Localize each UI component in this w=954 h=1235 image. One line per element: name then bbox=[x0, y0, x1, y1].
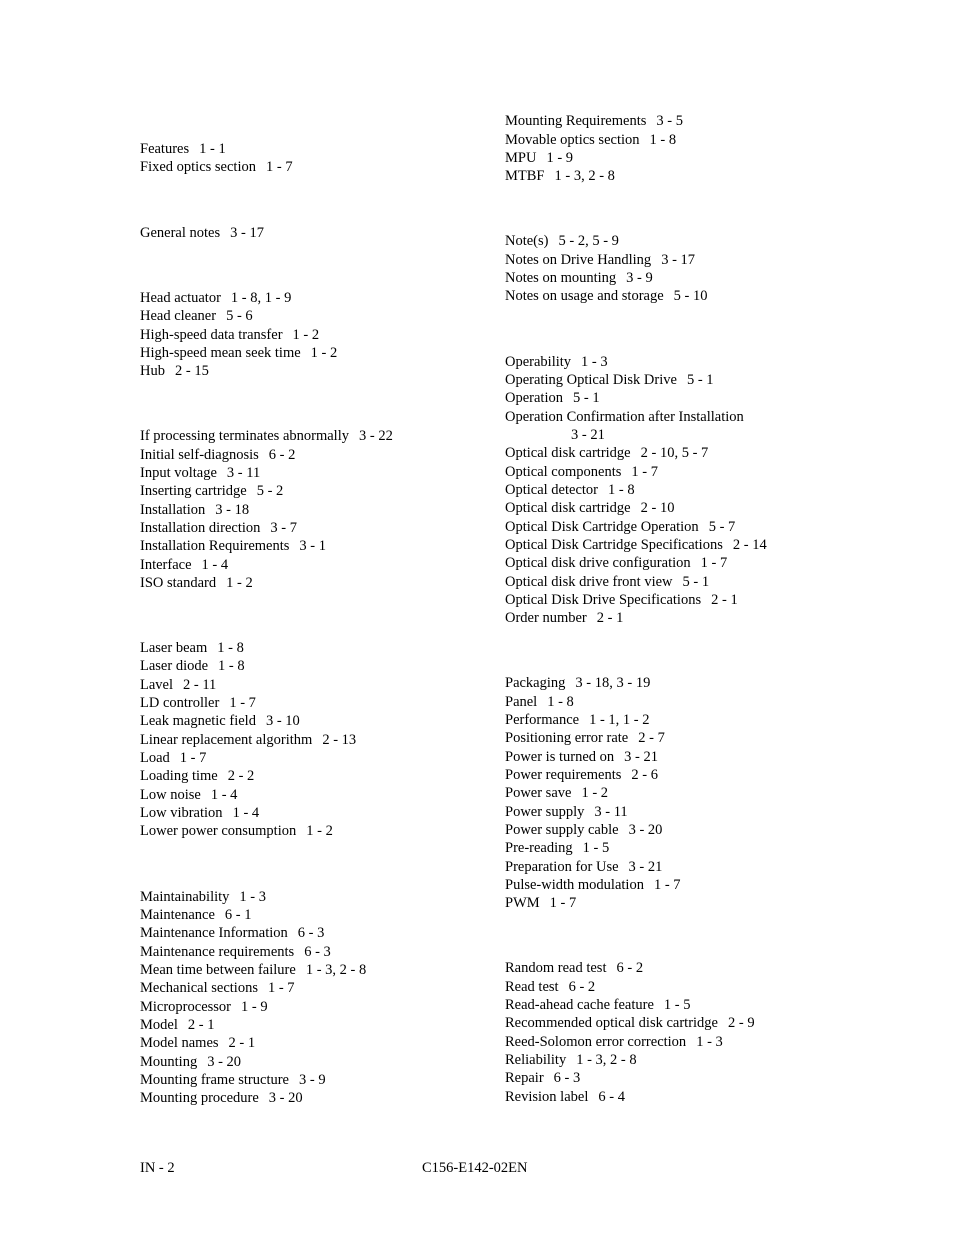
index-term: Mean time between failure bbox=[140, 962, 296, 978]
index-term: Repair bbox=[505, 1070, 544, 1086]
index-page-refs: 1 - 4 bbox=[232, 805, 260, 821]
index-page-refs: 6 - 1 bbox=[224, 907, 252, 923]
index-page-refs: 1 - 5 bbox=[663, 997, 691, 1013]
index-entry bbox=[140, 804, 259, 822]
index-entry bbox=[505, 167, 615, 185]
index-term: Head actuator bbox=[140, 290, 221, 306]
index-term: Operating Optical Disk Drive bbox=[505, 372, 677, 388]
index-term: Mounting Requirements bbox=[505, 113, 647, 129]
index-term: Maintenance requirements bbox=[140, 944, 295, 960]
index-term: Linear replacement algorithm bbox=[140, 732, 313, 748]
index-page-refs: 3 - 20 bbox=[207, 1054, 242, 1070]
index-entry bbox=[505, 858, 662, 876]
index-term: MTBF bbox=[505, 168, 545, 184]
index-page-refs: 5 - 6 bbox=[226, 308, 253, 324]
index-page-refs: 1 - 7 bbox=[631, 464, 658, 480]
index-term: Laser diode bbox=[140, 658, 209, 674]
index-term: Hub bbox=[140, 363, 165, 379]
index-page-refs: 1 - 4 bbox=[201, 557, 229, 573]
index-term: Preparation for Use bbox=[505, 859, 619, 875]
index-page-refs: 3 - 11 bbox=[594, 804, 628, 820]
index-entry bbox=[505, 481, 635, 499]
index-page-refs: 1 - 7 bbox=[266, 159, 293, 175]
index-term: Optical disk cartridge bbox=[505, 445, 631, 461]
index-entry bbox=[140, 822, 333, 840]
index-page-refs: 5 - 2, 5 - 9 bbox=[558, 233, 619, 249]
index-entry bbox=[505, 609, 623, 627]
index-term: Positioning error rate bbox=[505, 730, 629, 746]
index-page-refs: 1 - 7 bbox=[229, 695, 256, 711]
index-entry bbox=[140, 224, 264, 242]
index-page-refs: 1 - 8 bbox=[218, 658, 245, 674]
index-entry bbox=[140, 676, 216, 694]
index-page-refs: 1 - 7 bbox=[549, 895, 577, 911]
index-term: Load bbox=[140, 750, 170, 766]
index-page-refs: 1 - 3, 2 - 8 bbox=[305, 962, 367, 978]
index-entry bbox=[505, 978, 595, 996]
index-page-refs: 3 - 18 bbox=[215, 502, 250, 518]
index-entry bbox=[505, 1051, 637, 1069]
index-page-refs: 2 - 11 bbox=[183, 677, 217, 693]
index-entry bbox=[140, 657, 245, 675]
index-entry bbox=[505, 959, 643, 977]
index-page-refs: 3 - 9 bbox=[626, 270, 653, 286]
index-entry bbox=[505, 251, 695, 269]
index-entry bbox=[505, 389, 600, 407]
index-term: Optical components bbox=[505, 464, 622, 480]
index-term: Installation direction bbox=[140, 520, 261, 536]
index-term: Operation bbox=[505, 390, 563, 406]
index-term: Features bbox=[140, 141, 190, 157]
index-entry bbox=[505, 408, 744, 444]
index-page-refs: 1 - 4 bbox=[210, 787, 238, 803]
index-term: Mechanical sections bbox=[140, 980, 258, 996]
index-entry bbox=[505, 499, 674, 517]
index-page-refs: 6 - 2 bbox=[268, 447, 296, 463]
index-term: Note(s) bbox=[505, 233, 549, 249]
index-term: Mounting frame structure bbox=[140, 1072, 289, 1088]
index-term: Power is turned on bbox=[505, 749, 615, 765]
index-page-refs: 5 - 7 bbox=[708, 519, 736, 535]
index-term: Packaging bbox=[505, 675, 566, 691]
index-term: Input voltage bbox=[140, 465, 217, 481]
index-term: Reed-Solomon error correction bbox=[505, 1034, 687, 1050]
index-page-refs: 2 - 1 bbox=[596, 610, 624, 626]
index-entry bbox=[140, 979, 295, 997]
index-page-refs: 2 - 10 bbox=[640, 500, 675, 516]
index-entry bbox=[505, 729, 665, 747]
index-term: Operation Confirmation after Installation bbox=[505, 409, 744, 425]
index-term: LD controller bbox=[140, 695, 220, 711]
index-term: High-speed mean seek time bbox=[140, 345, 301, 361]
index-term: Notes on Drive Handling bbox=[505, 252, 652, 268]
index-term: General notes bbox=[140, 225, 221, 241]
index-term: Installation bbox=[140, 502, 206, 518]
index-page-refs: 1 - 7 bbox=[700, 555, 728, 571]
index-entry bbox=[505, 112, 683, 130]
index-entry bbox=[140, 464, 260, 482]
index-term: Power requirements bbox=[505, 767, 622, 783]
index-page-refs: 1 - 8 bbox=[217, 640, 244, 656]
index-term: Revision label bbox=[505, 1089, 589, 1105]
index-entry bbox=[140, 574, 253, 592]
index-page-refs: 3 - 9 bbox=[299, 1072, 326, 1088]
index-entry bbox=[505, 444, 708, 462]
index-entry bbox=[140, 482, 283, 500]
index-term: Operability bbox=[505, 354, 572, 370]
index-page-refs: 5 - 1 bbox=[572, 390, 600, 406]
index-term: Installation Requirements bbox=[140, 538, 290, 554]
document-code: C156-E142-02EN bbox=[422, 1160, 528, 1176]
index-entry bbox=[140, 537, 326, 555]
index-term: Leak magnetic field bbox=[140, 713, 256, 729]
index-entry bbox=[140, 326, 319, 344]
index-term: Model names bbox=[140, 1035, 219, 1051]
index-page-refs: 1 - 3 bbox=[581, 354, 608, 370]
index-page-refs: 2 - 9 bbox=[728, 1015, 755, 1031]
index-page-refs: 2 - 1 bbox=[711, 592, 738, 608]
index-term: Inserting cartridge bbox=[140, 483, 247, 499]
index-page-refs: 1 - 3, 2 - 8 bbox=[576, 1052, 637, 1068]
index-page-refs: 3 - 21 bbox=[571, 427, 605, 443]
index-entry bbox=[505, 839, 609, 857]
index-page-refs: 6 - 4 bbox=[598, 1089, 625, 1105]
index-entry bbox=[140, 1053, 241, 1071]
index-term: Lavel bbox=[140, 677, 174, 693]
index-page-refs: 1 - 2 bbox=[226, 575, 253, 591]
index-term: Optical detector bbox=[505, 482, 598, 498]
index-term: Mounting procedure bbox=[140, 1090, 259, 1106]
index-page-refs: 1 - 7 bbox=[267, 980, 295, 996]
index-term: Pulse-width modulation bbox=[505, 877, 644, 893]
index-page-refs: 3 - 21 bbox=[624, 749, 658, 765]
index-entry bbox=[505, 463, 658, 481]
index-term: Fixed optics section bbox=[140, 159, 256, 175]
index-entry bbox=[505, 371, 714, 389]
index-term: Optical disk drive front view bbox=[505, 574, 673, 590]
index-term: Movable optics section bbox=[505, 132, 640, 148]
index-entry bbox=[505, 674, 650, 692]
index-entry bbox=[140, 556, 228, 574]
index-entry bbox=[140, 446, 295, 464]
index-entry bbox=[140, 1071, 326, 1089]
index-term: PWM bbox=[505, 895, 540, 911]
index-term: Read-ahead cache feature bbox=[505, 997, 654, 1013]
index-term: Read test bbox=[505, 979, 559, 995]
index-term: Model bbox=[140, 1017, 178, 1033]
index-page-refs: 2 - 1 bbox=[228, 1035, 256, 1051]
index-term: Random read test bbox=[505, 960, 607, 976]
index-page-refs: 1 - 3 bbox=[239, 889, 266, 905]
index-entry bbox=[140, 943, 331, 961]
index-entry bbox=[140, 924, 324, 942]
index-page-refs: 5 - 10 bbox=[673, 288, 708, 304]
index-entry bbox=[505, 353, 608, 371]
index-page-refs: 1 - 7 bbox=[179, 750, 207, 766]
index-page-refs: 3 - 11 bbox=[226, 465, 261, 481]
index-page-refs: 3 - 5 bbox=[656, 113, 683, 129]
index-page-refs: 3 - 21 bbox=[628, 859, 663, 875]
index-page-refs: 3 - 20 bbox=[628, 822, 663, 838]
index-term: Optical Disk Drive Specifications bbox=[505, 592, 702, 608]
index-entry bbox=[505, 232, 619, 250]
index-page-refs: 3 - 10 bbox=[265, 713, 300, 729]
index-page-refs: 1 - 8 bbox=[547, 694, 574, 710]
index-page-refs: 1 - 2 bbox=[292, 327, 320, 343]
index-page-refs: 1 - 8 bbox=[608, 482, 635, 498]
index-term: If processing terminates abnormally bbox=[140, 428, 349, 444]
index-entry bbox=[505, 803, 628, 821]
index-entry bbox=[505, 748, 658, 766]
index-term: Performance bbox=[505, 712, 580, 728]
index-entry bbox=[505, 784, 608, 802]
index-page-refs: 5 - 1 bbox=[682, 574, 710, 590]
index-page-refs: 3 - 22 bbox=[358, 428, 393, 444]
index-page-refs: 6 - 3 bbox=[297, 925, 325, 941]
index-entry bbox=[505, 131, 676, 149]
index-entry bbox=[140, 786, 237, 804]
index-entry bbox=[140, 767, 254, 785]
index-entry bbox=[140, 158, 293, 176]
index-term: Mounting bbox=[140, 1054, 198, 1070]
index-term: Lower power consumption bbox=[140, 823, 297, 839]
index-page-refs: 1 - 8, 1 - 9 bbox=[230, 290, 292, 306]
index-page-refs: 3 - 17 bbox=[661, 252, 696, 268]
index-page-refs: 6 - 3 bbox=[553, 1070, 581, 1086]
index-term: Optical Disk Cartridge Specifications bbox=[505, 537, 723, 553]
index-term: ISO standard bbox=[140, 575, 217, 591]
index-term: Initial self-diagnosis bbox=[140, 447, 259, 463]
index-page-refs: 3 - 17 bbox=[230, 225, 264, 241]
index-page-refs: 1 - 2 bbox=[306, 823, 333, 839]
index-page-refs: 1 - 1, 1 - 2 bbox=[589, 712, 650, 728]
index-term: Notes on usage and storage bbox=[505, 288, 664, 304]
index-page-refs: 6 - 2 bbox=[616, 960, 644, 976]
index-page-refs: 2 - 14 bbox=[732, 537, 767, 553]
index-entry bbox=[140, 519, 297, 537]
index-entry bbox=[140, 749, 206, 767]
index-entry bbox=[505, 996, 691, 1014]
index-page-refs: 2 - 13 bbox=[322, 732, 357, 748]
page-number: IN - 2 bbox=[140, 1160, 175, 1176]
index-term: Reliability bbox=[505, 1052, 567, 1068]
index-term: Panel bbox=[505, 694, 538, 710]
index-term: Power save bbox=[505, 785, 572, 801]
index-entry bbox=[505, 591, 738, 609]
index-page-refs: 1 - 2 bbox=[310, 345, 338, 361]
index-page-refs: 3 - 20 bbox=[268, 1090, 303, 1106]
index-page-refs: 1 - 9 bbox=[241, 999, 268, 1015]
index-entry bbox=[505, 693, 574, 711]
index-entry bbox=[140, 427, 393, 445]
index-entry bbox=[140, 140, 226, 158]
index-term: Power supply cable bbox=[505, 822, 619, 838]
index-entry bbox=[505, 766, 658, 784]
index-term: Maintenance bbox=[140, 907, 215, 923]
index-entry bbox=[505, 1033, 723, 1051]
index-entry bbox=[140, 1089, 303, 1107]
index-entry bbox=[140, 362, 209, 380]
index-term: Low noise bbox=[140, 787, 201, 803]
index-entry bbox=[140, 307, 253, 325]
index-entry bbox=[505, 536, 767, 554]
index-entry bbox=[505, 1069, 580, 1087]
index-entry bbox=[140, 888, 266, 906]
index-page-refs: 1 - 3, 2 - 8 bbox=[554, 168, 615, 184]
index-term: Head cleaner bbox=[140, 308, 217, 324]
index-page-refs: 1 - 5 bbox=[582, 840, 610, 856]
index-entry bbox=[140, 1016, 214, 1034]
index-entry bbox=[505, 287, 708, 305]
index-term: Notes on mounting bbox=[505, 270, 617, 286]
index-entry bbox=[505, 1088, 625, 1106]
index-entry bbox=[505, 821, 662, 839]
index-entry bbox=[505, 711, 650, 729]
index-term: Order number bbox=[505, 610, 587, 626]
index-entry bbox=[140, 998, 268, 1016]
index-term: Optical Disk Cartridge Operation bbox=[505, 519, 699, 535]
index-term: Microprocessor bbox=[140, 999, 232, 1015]
index-term: Optical disk cartridge bbox=[505, 500, 631, 516]
index-entry bbox=[505, 573, 709, 591]
index-entry bbox=[140, 344, 337, 362]
index-term: Pre-reading bbox=[505, 840, 573, 856]
index-entry bbox=[140, 712, 300, 730]
index-entry bbox=[140, 961, 366, 979]
index-page-refs: 5 - 2 bbox=[256, 483, 284, 499]
index-term: Recommended optical disk cartridge bbox=[505, 1015, 718, 1031]
index-page-refs: 2 - 7 bbox=[638, 730, 665, 746]
index-page-refs: 6 - 3 bbox=[304, 944, 331, 960]
index-entry bbox=[140, 906, 251, 924]
index-term: MPU bbox=[505, 150, 537, 166]
index-entry bbox=[505, 876, 681, 894]
index-term: High-speed data transfer bbox=[140, 327, 283, 343]
index-entry bbox=[505, 149, 573, 167]
index-entry bbox=[140, 1034, 255, 1052]
index-page-refs: 2 - 2 bbox=[227, 768, 255, 784]
index-term: Laser beam bbox=[140, 640, 208, 656]
index-page-refs: 2 - 10, 5 - 7 bbox=[640, 445, 709, 461]
index-entry bbox=[140, 289, 291, 307]
index-page-refs: 1 - 9 bbox=[546, 150, 574, 166]
index-entry bbox=[140, 639, 244, 657]
index-page-refs: 6 - 2 bbox=[568, 979, 596, 995]
index-page-refs: 2 - 1 bbox=[187, 1017, 215, 1033]
index-page-refs: 1 - 3 bbox=[696, 1034, 723, 1050]
index-term: Maintainability bbox=[140, 889, 230, 905]
index-term: Power supply bbox=[505, 804, 585, 820]
index-entry bbox=[505, 1014, 755, 1032]
index-entry bbox=[505, 269, 653, 287]
index-page-refs: 5 - 1 bbox=[686, 372, 714, 388]
index-page-refs: 1 - 1 bbox=[199, 141, 226, 157]
index-page-refs: 3 - 7 bbox=[270, 520, 297, 536]
index-page-refs: 3 - 1 bbox=[299, 538, 326, 554]
index-term: Loading time bbox=[140, 768, 218, 784]
index-page-refs: 2 - 15 bbox=[174, 363, 209, 379]
index-page-refs: 1 - 7 bbox=[653, 877, 681, 893]
index-page-refs: 1 - 2 bbox=[581, 785, 609, 801]
index-page-refs: 2 - 6 bbox=[631, 767, 658, 783]
index-entry bbox=[140, 694, 256, 712]
index-entry bbox=[140, 501, 249, 519]
index-entry bbox=[505, 554, 727, 572]
index-term: Low vibration bbox=[140, 805, 223, 821]
index-term: Interface bbox=[140, 557, 192, 573]
index-entry bbox=[505, 518, 735, 536]
index-entry bbox=[505, 894, 576, 912]
index-term: Maintenance Information bbox=[140, 925, 288, 941]
index-page-refs: 1 - 8 bbox=[649, 132, 677, 148]
index-term: Optical disk drive configuration bbox=[505, 555, 691, 571]
index-entry bbox=[140, 731, 356, 749]
index-page-refs: 3 - 18, 3 - 19 bbox=[575, 675, 651, 691]
